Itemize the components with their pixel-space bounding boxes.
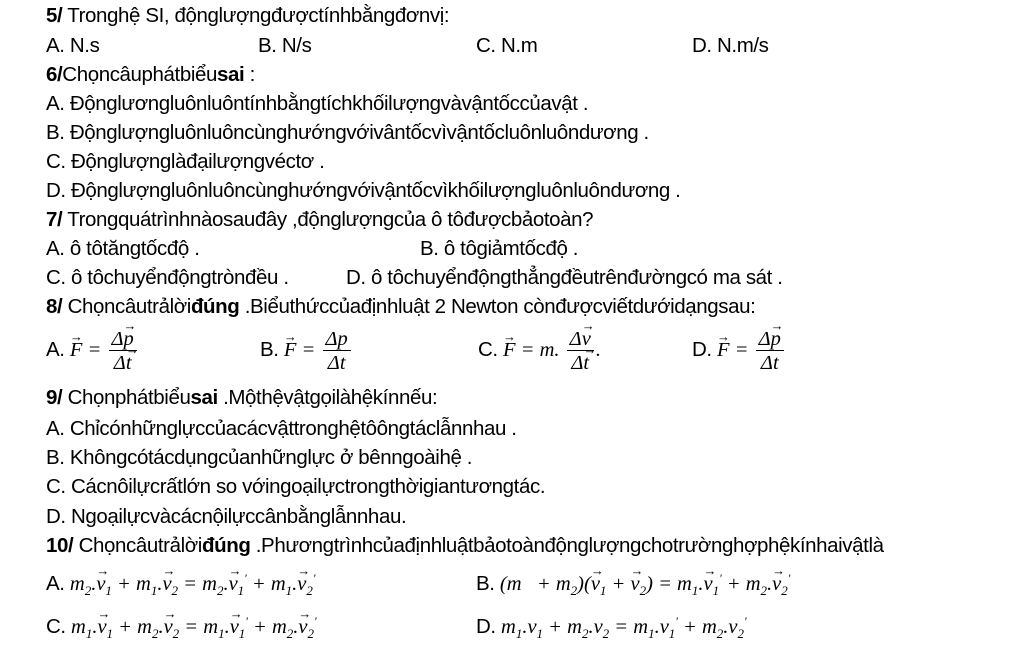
question-9	[46, 386, 437, 410]
question-10-emphasis: đúng	[201, 534, 251, 557]
question-10-text-a: Chọncâutrảlời	[78, 534, 202, 557]
q7-option-c: C. ô tôchuyểnđộngtrònđều .	[46, 266, 289, 289]
q9-option-b: B. Khôngcótácdụngcủanhữnglực ở bênngoàihệ .	[46, 446, 473, 469]
question-6-number: 6/	[46, 63, 63, 86]
q8-option-c	[478, 328, 601, 375]
q7-option-a: A. ô tôtăngtốcđộ .	[46, 237, 200, 260]
q10-option-c-label: C.	[46, 614, 66, 638]
q10-option-a-label: A.	[46, 571, 65, 595]
question-6-text: Chọncâuphátbiểu	[62, 63, 218, 86]
question-9-text-b: .Mộthệvậtgọilàhệkínnếu:	[217, 386, 438, 409]
q8-option-c-formula: → F = m. $\frac{\Delta\to v}{\Delta\to t}$ .	[503, 339, 601, 361]
question-8-text-a: Chọncâutrảlời	[67, 295, 191, 318]
q8-option-a	[46, 328, 139, 375]
question-7-number: 7/	[46, 208, 63, 231]
question-10-text-b: .Phươngtrìnhcủađịnhluậtbảotoànđộnglượngchotrườnghợphệkínhaivậtlà	[250, 534, 884, 557]
q10-option-d-formula: $m_1.v_1 + m_2.v_2 = m_1.v_1' + m_2.v_2'$	[501, 614, 747, 641]
q10-option-a-formula: $m_2.\to v_1 + m_1.\to v_2 = m_2.\to v_1' + m_1.\to v_2'$	[70, 573, 316, 595]
q10-option-a	[46, 566, 315, 603]
q10-option-c	[46, 609, 317, 646]
question-10-number: 10/	[46, 534, 74, 557]
q8-option-b-label: B.	[260, 338, 279, 362]
q10-option-b-formula: $(m + m_2)(\to v_1$ + → $v_2) = m_1.\to v_1' + m_2.\to v_2'$	[500, 573, 790, 595]
question-6-emphasis: sai	[217, 63, 245, 86]
q10-option-c-formula: $m_1.\to v_1 + m_2.\to v_2 = m_1.\to v_1' + m_2.\to v_2'$	[71, 616, 317, 638]
question-9-text-a: Chọnphátbiểu	[67, 386, 191, 409]
q8-option-b	[260, 328, 353, 375]
question-8-text-b: .Biểuthứccủađịnhluật 2 Newton cònđượcviếtdướidạngsau:	[239, 295, 756, 318]
q8-option-c-label: C.	[478, 338, 498, 362]
q8-option-d-formula: → F = $\frac{\Delta\to p}{\Delta t}$	[717, 339, 786, 361]
q7-option-d: D. ô tôchuyểnđộngthẳngđềutrênđườngcó ma sát .	[346, 266, 783, 289]
q6-option-a: A. Độnglươngluônluôntínhbằngtíchkhốilượngvàvậntốccủavật .	[46, 92, 589, 115]
q6-option-d: D. Độnglượngluônluôncùnghướngvớivậntốcvìkhốilượngluônluôndương .	[46, 179, 681, 202]
q5-option-a: A. N.s	[46, 34, 100, 57]
q9-option-a: A. Chỉcónhữnglựccủacácvậttronghệtôôngtáclẫnnhau .	[46, 417, 517, 440]
q10-option-d	[476, 609, 747, 646]
question-7	[46, 208, 593, 232]
q8-option-a-label: A.	[46, 338, 65, 362]
question-5-text: Tronghệ SI, độnglượngđượctínhbằngđơnvị:	[67, 4, 450, 27]
q5-option-d: D. N.m/s	[692, 34, 769, 57]
q10-option-b-label: B.	[476, 571, 495, 595]
q7-option-b: B. ô tôgiảmtốcđộ .	[420, 237, 579, 260]
q6-option-c: C. Độnglượnglàđạilượngvéctơ .	[46, 150, 325, 173]
q8-option-a-formula: → F = $\frac{\Delta\to p}{\Delta\to t}$	[70, 339, 139, 361]
question-6-tail: :	[244, 63, 255, 86]
question-10	[46, 534, 884, 558]
q8-option-d-label: D.	[692, 338, 712, 362]
question-8-emphasis: đúng	[190, 295, 240, 318]
question-9-emphasis: sai	[190, 386, 218, 409]
question-8-number: 8/	[46, 295, 63, 318]
q6-option-b: B. Độnglượngluônluôncùnghướngvớivântốcvìvậntốcluônluôndương .	[46, 121, 649, 144]
q5-option-c: C. N.m	[476, 34, 538, 57]
question-6	[46, 63, 255, 87]
q5-option-b: B. N/s	[258, 34, 312, 57]
question-8	[46, 295, 755, 319]
q10-option-b	[476, 566, 790, 603]
q10-option-d-label: D.	[476, 614, 496, 638]
q9-option-c: C. Cácnôilựcrấtlớn so vớingoạilựctrongthờigiantươngtác.	[46, 475, 546, 498]
question-5	[46, 4, 449, 28]
question-7-text: Trongquátrìnhnàosauđây ,độnglượngcủa ô tôđượcbảotoàn?	[67, 208, 594, 231]
q9-option-d: D. Ngoạilựcvàcácnộilựccânbằnglẫnnhau.	[46, 505, 407, 528]
q8-option-b-formula: → F = $\frac{\Delta p}{\Delta t}$	[284, 339, 353, 361]
question-9-number: 9/	[46, 386, 63, 409]
q8-option-d	[692, 328, 786, 375]
question-5-number: 5/	[46, 4, 63, 27]
